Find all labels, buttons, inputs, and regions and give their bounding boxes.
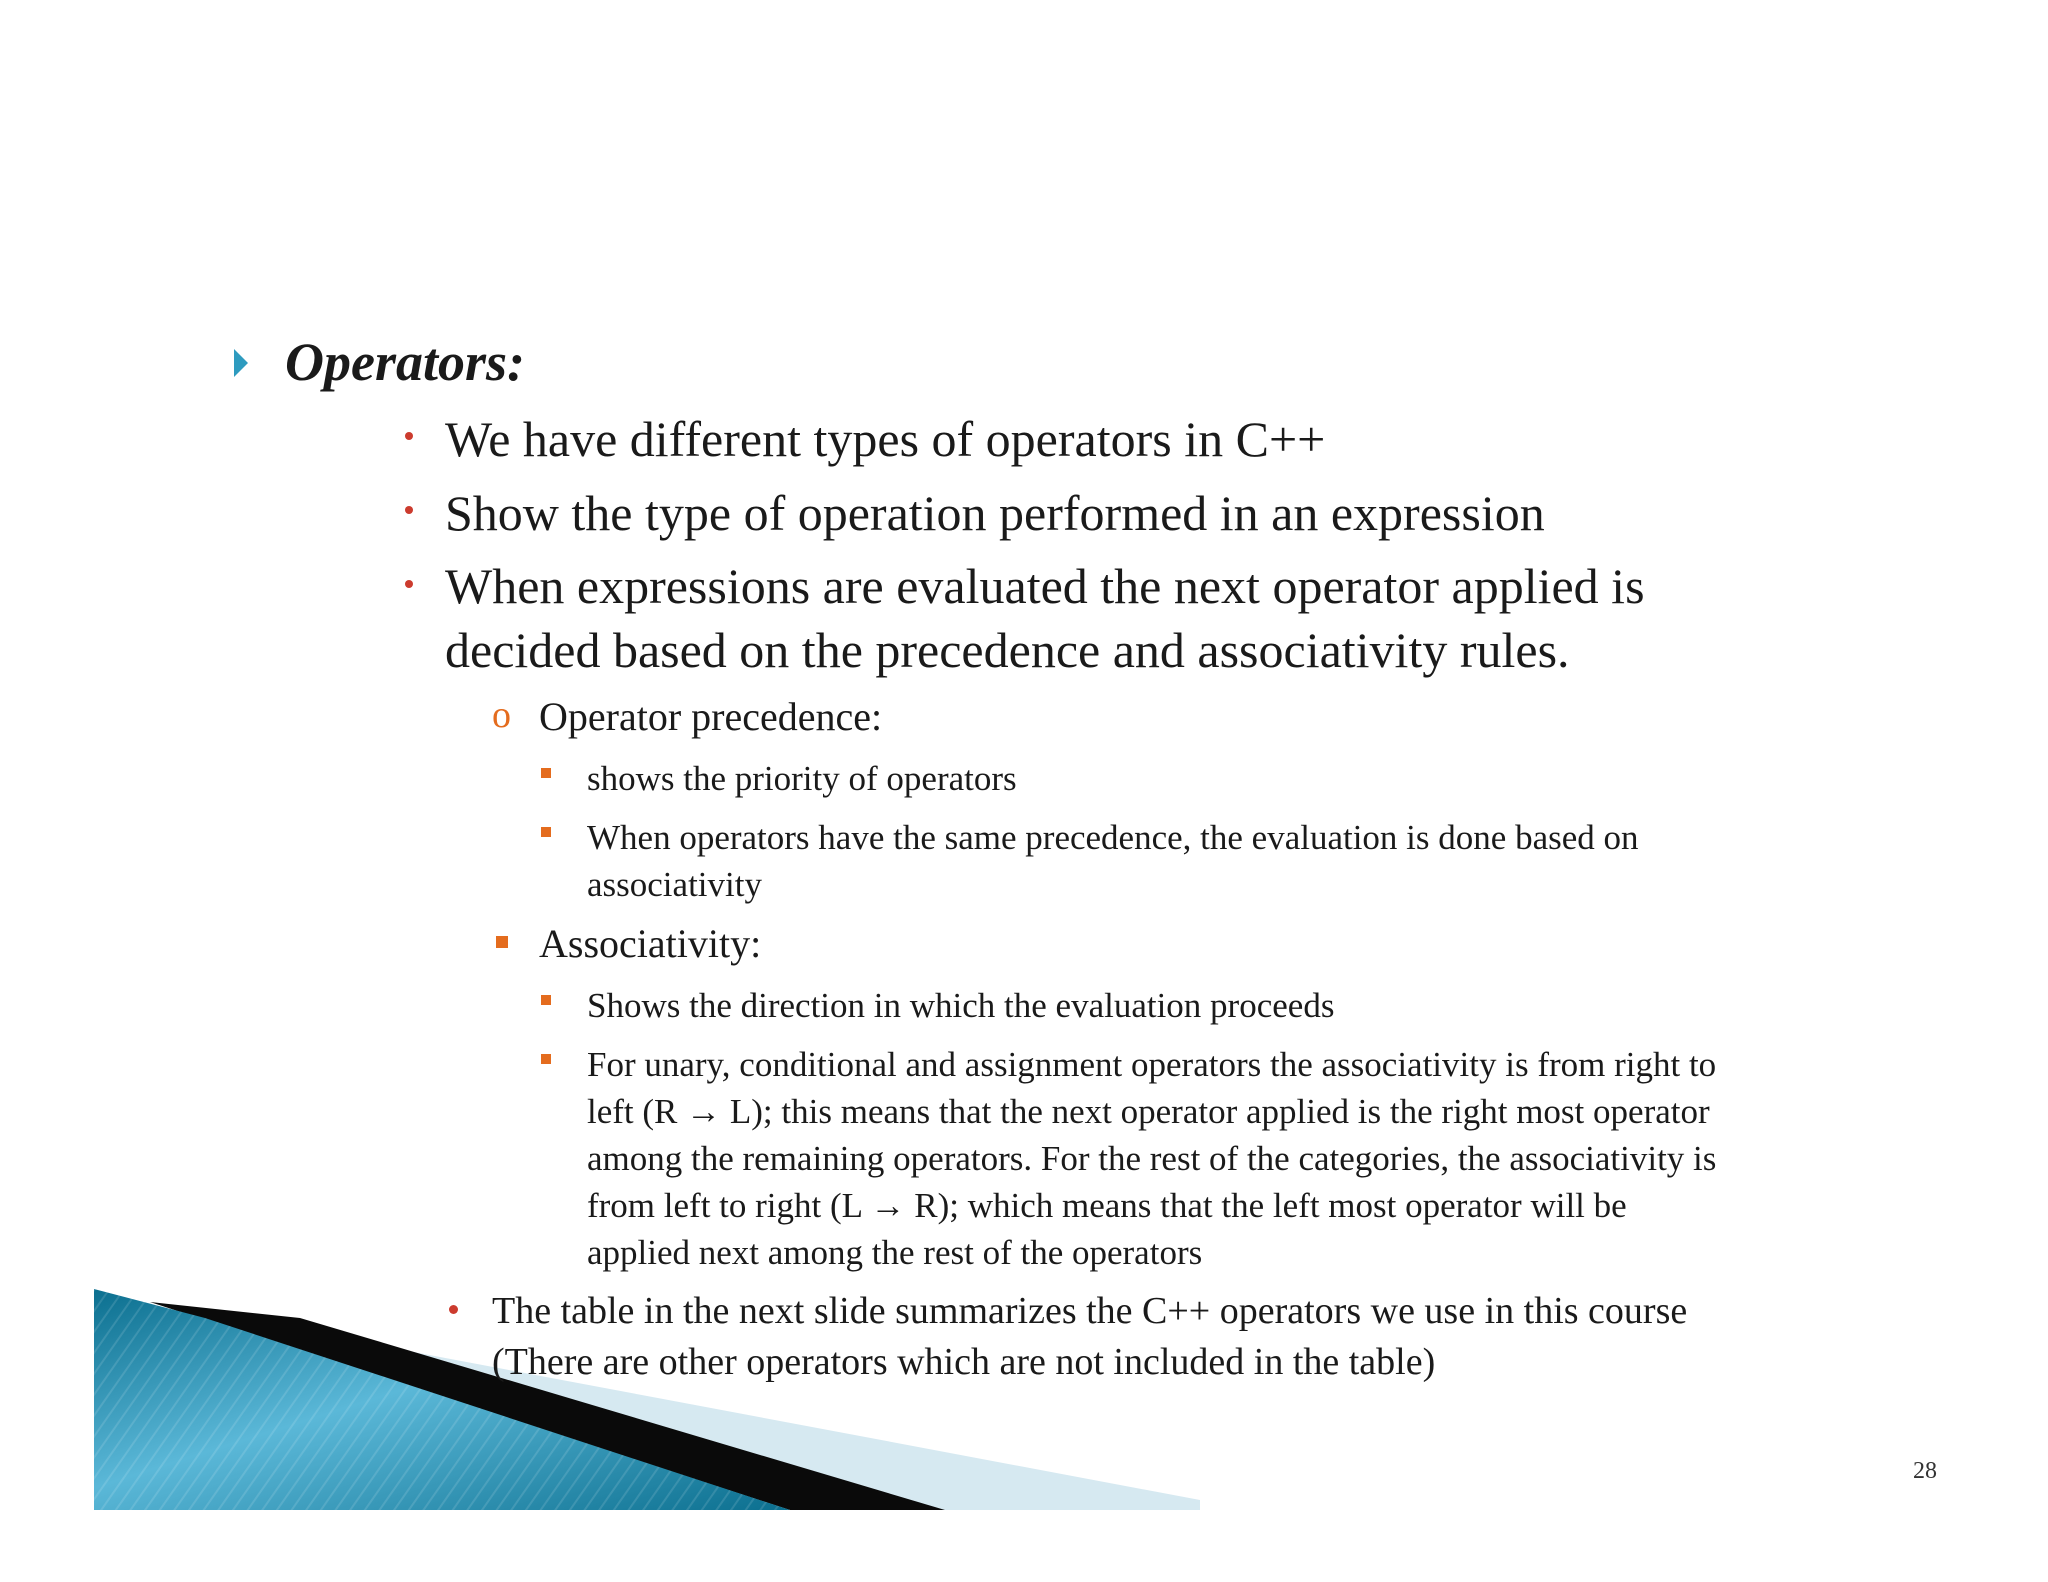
- bullet-evaluation-order-line1: When expressions are evaluated the next operator applied is: [445, 558, 1645, 614]
- associativity-item-rules-line2: left (R → L); this means that the next operator applied is the right most operator: [587, 1092, 1710, 1131]
- associativity-item-direction: Shows the direction in which the evaluation proceeds: [587, 986, 1335, 1025]
- bullet-operator-types: We have different types of operators in C++: [445, 411, 1326, 467]
- bullet-operation-type: Show the type of operation performed in an expression: [445, 485, 1545, 541]
- associativity-item-rules-line1: For unary, conditional and assignment operators the associativity is from right to: [587, 1045, 1717, 1084]
- circle-bullet-icon: o: [492, 694, 511, 736]
- associativity-item-rules-line4: from left to right (L → R); which means that the left most operator will be: [587, 1186, 1627, 1225]
- square-bullet-icon: [541, 1054, 551, 1064]
- square-bullet-icon: [541, 827, 551, 837]
- bullet-evaluation-order-line2: decided based on the precedence and associativity rules.: [445, 622, 1570, 678]
- title-bullet-icon: [234, 349, 248, 377]
- square-bullet-icon: [541, 768, 551, 778]
- precedence-item-priority: shows the priority of operators: [587, 759, 1017, 798]
- square-bullet-icon: [541, 995, 551, 1005]
- table-note-line2: (There are other operators which are not included in the table): [492, 1341, 1436, 1383]
- associativity-item-rules-line5: applied next among the rest of the operators: [587, 1233, 1203, 1272]
- associativity-item-rules-line3: among the remaining operators. For the rest of the categories, the associativity is: [587, 1139, 1717, 1178]
- table-note-line1: The table in the next slide summarizes the C++ operators we use in this course: [492, 1290, 1688, 1332]
- bullet-dot-icon: [405, 506, 413, 514]
- slide-title: Operators:: [285, 332, 525, 392]
- bullet-dot-icon: [405, 432, 413, 440]
- precedence-item-same-precedence-line1: When operators have the same precedence, the evaluation is done based on: [587, 818, 1639, 857]
- bullet-dot-icon: [405, 580, 413, 588]
- square-bullet-icon: [496, 936, 508, 948]
- associativity-heading: Associativity:: [539, 921, 762, 966]
- precedence-heading: Operator precedence:: [539, 694, 883, 739]
- page-number: 28: [1913, 1458, 1937, 1484]
- bullet-dot-icon: [449, 1305, 458, 1314]
- precedence-item-same-precedence-line2: associativity: [587, 865, 762, 904]
